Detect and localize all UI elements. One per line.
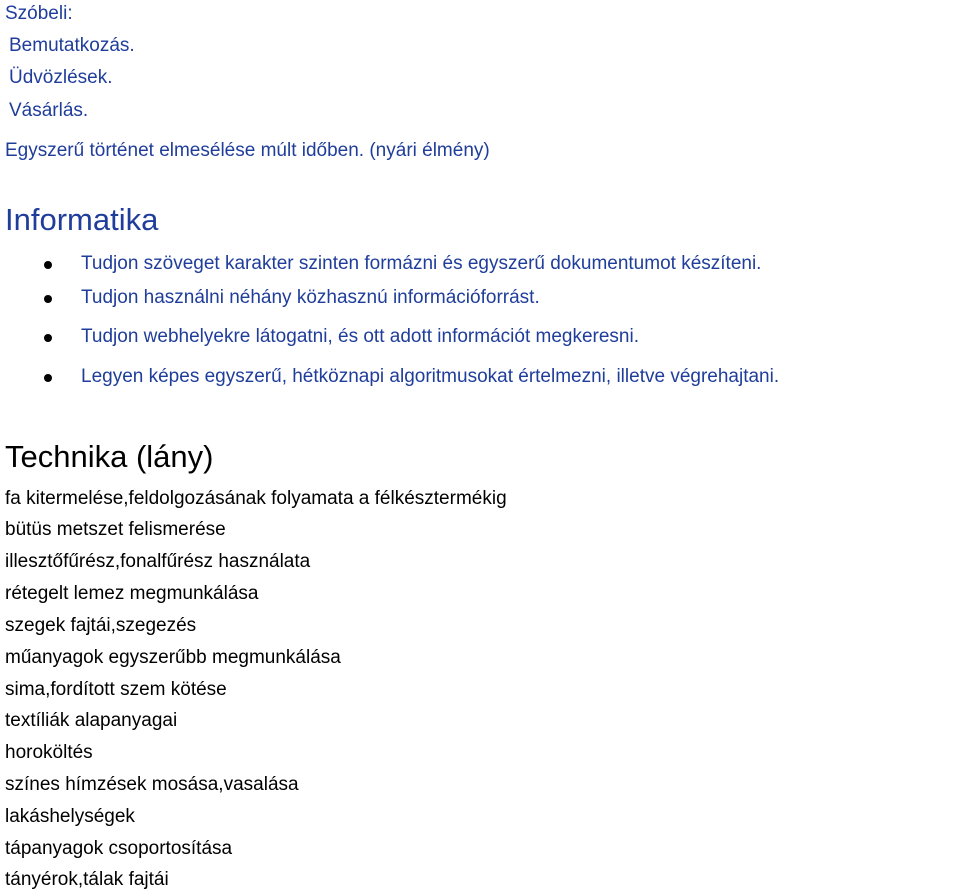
informatika-heading: Informatika [5, 202, 159, 237]
technika-heading: Technika (lány) [5, 439, 214, 474]
list-item [0, 287, 960, 311]
technika-item: bütüs metszet felismerése [5, 519, 226, 540]
oral-item: Üdvözlések. [9, 67, 113, 88]
list-item [0, 326, 960, 350]
technika-item: színes hímzések mosása,vasalása [5, 774, 299, 795]
list-item [0, 253, 960, 277]
oral-item: Vásárlás. [9, 100, 89, 121]
technika-item: tányérok,tálak fajtái [5, 869, 169, 890]
technika-item: textíliák alapanyagai [5, 710, 178, 731]
technika-item: fa kitermelése,feldolgozásának folyamata a félkésztermékig [5, 488, 507, 509]
bullet-icon [44, 374, 52, 382]
technika-item: műanyagok egyszerűbb megmunkálása [5, 647, 341, 668]
bullet-icon [44, 334, 52, 342]
technika-item: lakáshelységek [5, 806, 135, 827]
technika-item: rétegelt lemez megmunkálása [5, 583, 259, 604]
bullet-icon [44, 261, 52, 269]
oral-item: Bemutatkozás. [9, 35, 135, 56]
bullet-text: Legyen képes egyszerű, hétköznapi algoritmusokat értelmezni, illetve végrehajtani. [81, 366, 780, 387]
list-item [0, 366, 960, 390]
technika-item: szegek fajtái,szegezés [5, 615, 197, 636]
technika-item: illesztőfűrész,fonalfűrész használata [5, 551, 311, 572]
technika-item: sima,fordított szem kötése [5, 679, 227, 700]
technika-item: horoköltés [5, 742, 93, 763]
technika-item: tápanyagok csoportosítása [5, 838, 233, 859]
bullet-text: Tudjon szöveget karakter szinten formázni és egyszerű dokumentumot készíteni. [81, 253, 762, 274]
bullet-text: Tudjon használni néhány közhasznú információforrást. [81, 287, 540, 308]
bullet-icon [44, 295, 52, 303]
oral-item: Egyszerű történet elmesélése múlt időben. (nyári élmény) [5, 140, 490, 161]
bullet-text: Tudjon webhelyekre látogatni, és ott adott információt megkeresni. [81, 326, 639, 347]
oral-title: Szóbeli: [5, 3, 73, 24]
